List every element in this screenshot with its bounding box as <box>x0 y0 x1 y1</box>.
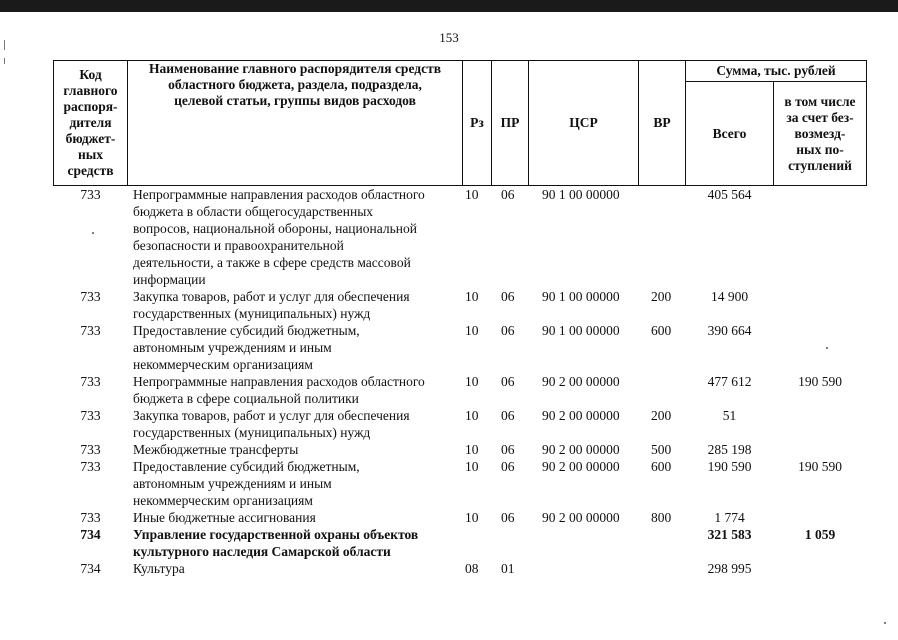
cell-name-line: некоммерческим организациям <box>133 357 313 372</box>
cell-name-line: государственных (муниципальных) нужд <box>133 425 371 440</box>
cell-vsego: 285 198 <box>707 442 752 457</box>
cell-pr: 06 <box>501 187 515 202</box>
cell-name-line: Предоставление субсидий бюджетным, <box>133 323 360 338</box>
header-sum: Сумма, тыс. рублей <box>685 60 867 82</box>
cell-csr: 90 1 00 00000 <box>542 187 620 202</box>
cell-csr: 90 2 00 00000 <box>542 442 620 457</box>
cell-vsego: 51 <box>722 408 737 423</box>
cell-name <box>133 526 463 560</box>
header-vsego: Всего <box>685 81 774 186</box>
cell-rz: 10 <box>465 323 479 338</box>
cell-pr: 06 <box>501 459 515 474</box>
cell-code: 733 <box>80 442 101 457</box>
cell-vsego: 405 564 <box>707 187 752 202</box>
cell-vr: 800 <box>651 510 672 525</box>
cell-name <box>133 560 463 577</box>
cell-vtom: 190 590 <box>798 459 842 474</box>
header-code <box>53 60 128 186</box>
scan-speck <box>92 232 94 234</box>
cell-code: 733 <box>80 289 101 304</box>
cell-name-line: Закупка товаров, работ и услуг для обеспечения <box>133 289 410 304</box>
cell-vtom: 190 590 <box>798 374 842 389</box>
cell-name-line: деятельности, а также в сфере средств массовой <box>133 255 411 270</box>
header-vtom-line: за счет без- <box>786 109 854 125</box>
cell-name-line: Предоставление субсидий бюджетным, <box>133 459 360 474</box>
cell-name <box>133 441 463 458</box>
cell-vsego: 321 583 <box>707 527 752 542</box>
cell-code: 734 <box>80 561 101 576</box>
cell-name-line: вопросов, национальной обороны, национальной <box>133 221 417 236</box>
header-vtom-line: ступлений <box>788 157 852 173</box>
cell-pr: 06 <box>501 323 515 338</box>
cell-rz: 10 <box>465 459 479 474</box>
cell-pr: 06 <box>501 408 515 423</box>
cell-rz: 10 <box>465 442 479 457</box>
cell-vr: 600 <box>651 459 672 474</box>
cell-code: 733 <box>80 408 101 423</box>
scan-speck <box>884 622 886 624</box>
header-name-line: областного бюджета, раздела, подраздела, <box>168 77 422 92</box>
cell-name-line: бюджета в сфере социальной политики <box>133 391 359 406</box>
cell-rz: 10 <box>465 289 479 304</box>
cell-name-line: информации <box>133 272 206 287</box>
cell-pr: 06 <box>501 442 515 457</box>
cell-pr: 01 <box>501 561 515 576</box>
cell-pr: 06 <box>501 289 515 304</box>
cell-rz: 10 <box>465 374 479 389</box>
cell-vr: 200 <box>651 289 672 304</box>
cell-code: 733 <box>80 323 101 338</box>
cell-csr: 90 2 00 00000 <box>542 459 620 474</box>
header-vtom-line: возмезд- <box>794 125 846 141</box>
header-code-line: ных <box>77 147 104 162</box>
header-csr: ЦСР <box>528 60 639 186</box>
header-pr: ПР <box>491 60 529 186</box>
scan-top-border <box>0 0 898 12</box>
header-name <box>127 60 463 186</box>
cell-name <box>133 407 463 441</box>
header-name-line: целевой статьи, группы видов расходов <box>174 93 416 108</box>
header-name-line: Наименование главного распорядителя средств <box>148 61 441 76</box>
cell-name-line: Иные бюджетные ассигнования <box>133 510 316 525</box>
header-code-line: бюджет- <box>65 131 116 146</box>
cell-vsego: 190 590 <box>707 459 752 474</box>
cell-rz: 10 <box>465 510 479 525</box>
cell-name-line: Культура <box>133 561 185 576</box>
cell-name-line: безопасности и правоохранительной <box>133 238 344 253</box>
cell-code: 734 <box>80 527 101 542</box>
cell-vsego: 298 995 <box>707 561 752 576</box>
cell-name-line: Закупка товаров, работ и услуг для обеспечения <box>133 408 410 423</box>
cell-code: 733 <box>80 374 101 389</box>
header-code-line: главного <box>63 83 118 98</box>
cell-rz: 08 <box>465 561 479 576</box>
cell-csr: 90 2 00 00000 <box>542 374 620 389</box>
cell-vsego: 1 774 <box>714 510 745 525</box>
cell-csr: 90 2 00 00000 <box>542 408 620 423</box>
header-vtom-line: ных по- <box>796 141 844 157</box>
cell-name <box>133 509 463 526</box>
cell-vsego: 477 612 <box>707 374 752 389</box>
cell-vtom: 1 059 <box>804 527 836 542</box>
cell-vr: 600 <box>651 323 672 338</box>
cell-name-line: государственных (муниципальных) нужд <box>133 306 371 321</box>
cell-name <box>133 322 463 373</box>
cell-vr: 500 <box>651 442 672 457</box>
cell-code: 733 <box>80 510 101 525</box>
cell-pr: 06 <box>501 510 515 525</box>
cell-name <box>133 288 463 322</box>
cell-name-line: Непрограммные направления расходов областного <box>133 374 425 389</box>
header-code-line: Код <box>79 67 102 82</box>
header-vtom-line: в том числе <box>784 93 856 109</box>
header-code-line: распоря- <box>63 99 118 114</box>
cell-csr: 90 1 00 00000 <box>542 289 620 304</box>
header-vr: ВР <box>638 60 686 186</box>
cell-name-line: автономным учреждениям и иным <box>133 340 332 355</box>
cell-name-line: бюджета в области общегосударственных <box>133 204 374 219</box>
cell-name-line: Непрограммные направления расходов областного <box>133 187 425 202</box>
cell-name-line: Управление государственной охраны объектов <box>133 527 419 542</box>
header-vtom <box>773 81 867 186</box>
cell-code: 733 <box>80 187 101 202</box>
cell-code: 733 <box>80 459 101 474</box>
scan-speck <box>826 347 828 349</box>
cell-name-line: культурного наследия Самарской области <box>133 544 391 559</box>
page-number: 153 <box>439 30 459 45</box>
cell-rz: 10 <box>465 187 479 202</box>
cell-vr: 200 <box>651 408 672 423</box>
cell-vsego: 390 664 <box>707 323 752 338</box>
cell-vsego: 14 900 <box>710 289 749 304</box>
scan-edge-mark <box>4 58 5 64</box>
cell-name-line: автономным учреждениям и иным <box>133 476 332 491</box>
cell-csr: 90 2 00 00000 <box>542 510 620 525</box>
header-code-line: средств <box>67 163 114 178</box>
cell-name <box>133 373 463 407</box>
cell-name <box>133 186 463 288</box>
cell-name-line: некоммерческим организациям <box>133 493 313 508</box>
cell-name-line: Межбюджетные трансферты <box>133 442 299 457</box>
header-code-line: дителя <box>69 115 112 130</box>
cell-rz: 10 <box>465 408 479 423</box>
cell-name <box>133 458 463 509</box>
header-rz: Рз <box>462 60 492 186</box>
cell-csr: 90 1 00 00000 <box>542 323 620 338</box>
cell-pr: 06 <box>501 374 515 389</box>
